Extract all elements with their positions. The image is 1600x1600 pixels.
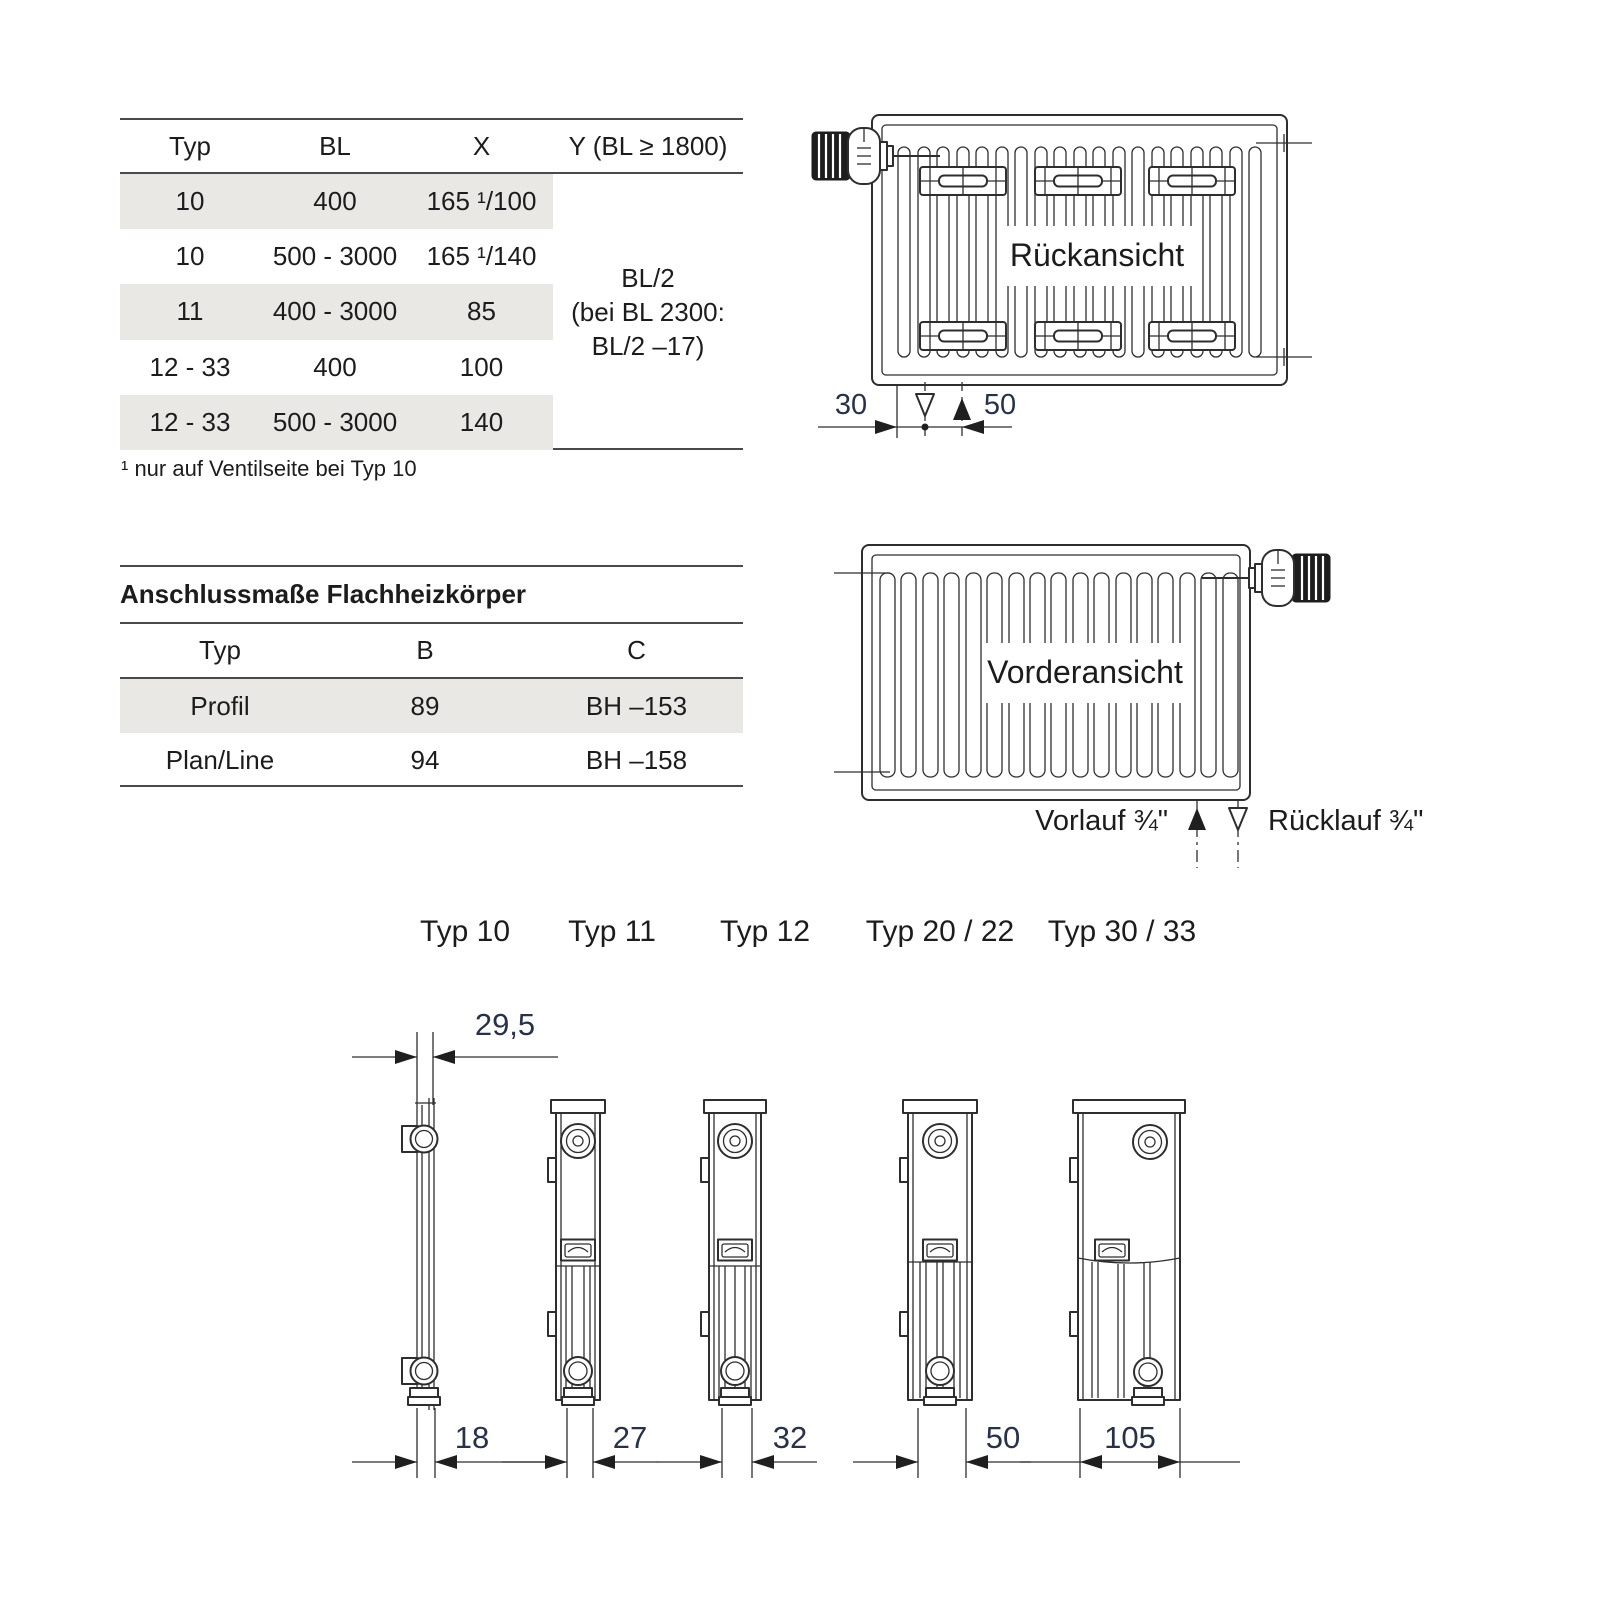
- table-row: 12 - 33 500 - 3000 140: [120, 395, 553, 450]
- flow-return-annotation: [1035, 800, 1423, 868]
- profile-typ-11: [548, 1100, 605, 1405]
- dim-50: 50: [985, 1420, 1021, 1455]
- table-row: Plan/Line 94 BH –158: [165, 744, 688, 775]
- table-row: Profil 89 BH –153: [120, 679, 743, 733]
- radiator-front-body: [834, 545, 1330, 800]
- label-typ-10: Typ 10: [419, 915, 511, 948]
- dimension-table-header: [120, 120, 743, 174]
- profile-typ-20-22: [900, 1100, 977, 1405]
- type-profiles-diagram: [340, 895, 1260, 1495]
- merged-y-cell: BL/2 (bei BL 2300: BL/2 –17): [571, 263, 725, 361]
- profile-typ-10: [402, 1098, 440, 1410]
- flow-triangle-icon: [953, 398, 971, 420]
- table-row: 11 400 - 3000 85: [120, 284, 553, 339]
- radiator-rear-body: [812, 115, 1312, 385]
- col-header-typ: Typ: [199, 635, 241, 665]
- col-header-c: C: [627, 635, 646, 665]
- ruecklauf-label: Rücklauf ¾": [1268, 805, 1424, 837]
- dim-105: 105: [1104, 1420, 1156, 1455]
- dim-18: 18: [454, 1420, 490, 1455]
- rear-view-label: Rückansicht: [1009, 237, 1185, 273]
- col-header-b: B: [416, 635, 434, 665]
- profile-typ-30-33: [1070, 1100, 1185, 1405]
- table-title: Anschlussmaße Flachheizkörper: [120, 567, 743, 624]
- rear-dimensions: [818, 382, 1016, 442]
- table-footnote: ¹ nur auf Ventilseite bei Typ 10: [121, 456, 417, 481]
- return-triangle-icon: [1229, 808, 1247, 830]
- label-typ-11: Typ 11: [568, 915, 656, 948]
- col-header-typ: Typ: [169, 130, 211, 161]
- flow-triangle-icon: [1188, 808, 1206, 830]
- vorlauf-label: Vorlauf ¾": [1035, 805, 1168, 837]
- svg-defs: [0, 0, 10, 10]
- table-row: 10 500 - 3000 165 ¹/140: [175, 241, 537, 272]
- rear-view-diagram: [780, 95, 1500, 455]
- profile-labels: [420, 915, 1196, 948]
- dim-27: 27: [612, 1420, 648, 1455]
- table-row: 12 - 33 400 100: [149, 351, 504, 382]
- front-view-label: Vorderansicht: [987, 654, 1183, 690]
- col-header-y: Y (BL ≥ 1800): [568, 130, 728, 161]
- connection-dimensions-table: [120, 565, 743, 787]
- label-typ-12: Typ 12: [719, 915, 811, 948]
- label-typ-20-22: Typ 20 / 22: [865, 915, 1015, 948]
- top-dimension: [352, 1007, 558, 1105]
- front-view-diagram: [830, 525, 1570, 885]
- col-header-x: X: [472, 130, 491, 161]
- dim-50: 50: [983, 389, 1017, 421]
- table-row: 10 400 165 ¹/100: [120, 174, 553, 229]
- connection-table-header: [120, 624, 743, 679]
- dimension-table: [120, 118, 743, 450]
- profile-typ-12: [701, 1100, 766, 1405]
- return-triangle-icon: [916, 394, 934, 416]
- label-typ-30-33: Typ 30 / 33: [1047, 915, 1197, 948]
- dim-32: 32: [772, 1420, 808, 1455]
- bottom-dimensions: [352, 1408, 1240, 1478]
- dim-29-5: 29,5: [474, 1007, 536, 1042]
- col-header-bl: BL: [319, 130, 351, 161]
- dim-30: 30: [834, 389, 868, 421]
